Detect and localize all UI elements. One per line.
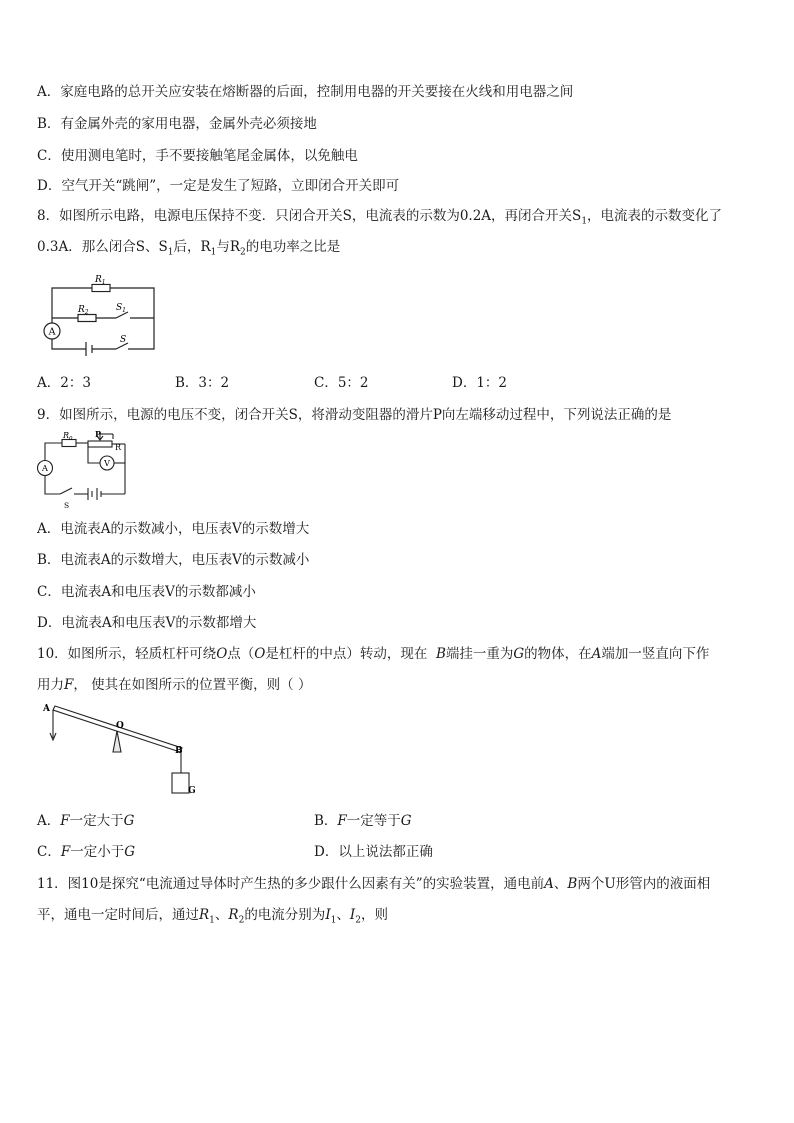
q10-option-c: C．F一定小于G [37, 844, 136, 860]
q10-label-o: O [116, 721, 124, 731]
q8-label-r1: $R_1$ [95, 275, 106, 286]
q8-ammeter-symbol: A [48, 326, 56, 338]
q9-option-c: C．电流表A和电压表V的示数都减小 [37, 584, 256, 600]
q10-option-d: D．以上说法都正确 [314, 844, 433, 860]
q9-voltmeter-symbol: V [104, 459, 110, 468]
q9-label-p: P [95, 429, 102, 439]
q8-option-a: A．2：3 [37, 375, 91, 391]
q7-option-d: D．空气开关“跳闸”，一定是发生了短路，立即闭合开关即可 [37, 178, 400, 194]
q7-option-c: C．使用测电笔时，手不要接触笔尾金属体，以免触电 [37, 148, 358, 164]
q10-option-b: B．F一定等于G [314, 813, 412, 829]
q9-option-d: D．电流表A和电压表V的示数都增大 [37, 615, 257, 631]
q8-option-d: D．1：2 [452, 375, 508, 391]
q8-option-b: B．3：2 [175, 375, 230, 391]
q7-option-a: A．家庭电路的总开关应安装在熔断器的后面，控制用电器的开关要接在火线和用电器之间 [37, 84, 574, 100]
q8-option-c: C．5：2 [314, 375, 369, 391]
q8-circuit-diagram [38, 270, 158, 356]
q10-option-a: A．F一定大于G [37, 813, 135, 829]
q10-lever-diagram [40, 700, 200, 798]
q8-label-r2: $R_2$ [78, 305, 89, 316]
q9-option-a: A．电流表A的示数减小，电压表V的示数增大 [37, 521, 310, 537]
q11-stem-line2: 平，通电一定时间后，通过$R_1$、$R_2$的电流分别为$I_1$、$I_2$，则 [37, 907, 388, 926]
q9-stem: 9．如图所示，电源的电压不变，闭合开关S，将滑动变阻器的滑片P向左端移动过程中，下列说法正确的是 [37, 407, 672, 423]
q9-ammeter-symbol: A [41, 464, 49, 474]
q7-option-b: B．有金属外壳的家用电器，金属外壳必须接地 [37, 116, 317, 132]
q10-label-b: B [175, 746, 183, 756]
q9-label-s: S [64, 501, 70, 510]
q9-label-r: R [115, 443, 122, 452]
q9-circuit-diagram [36, 431, 132, 511]
q8-label-s: S [120, 335, 127, 345]
q10-label-g: G [188, 786, 196, 796]
q8-stem-line1: 8．如图所示电路，电源电压保持不变．只闭合开关S，电流表的示数为0.2A，再闭合开关$S_1$，电流表的示数变化了 [37, 208, 723, 227]
q10-label-a: A [43, 704, 50, 714]
q11-stem-line1: 11．图10是探究“电流通过导体时产生热的多少跟什么因素有关”的实验装置，通电前A、B两个U形管内的液面相 [37, 876, 711, 892]
q10-stem-line1: 10．如图所示，轻质杠杆可绕O点（O是杠杆的中点）转动，现在 B端挂一重为G的物体，在A端加一竖直向下作 [37, 646, 710, 662]
q10-stem-line2: 用力F， 使其在如图所示的位置平衡，则（ ） [37, 677, 312, 693]
q9-option-b: B．电流表A的示数增大，电压表V的示数减小 [37, 552, 310, 568]
q9-label-r0: $R_0$ [63, 431, 73, 442]
q8-stem-line2: 0.3A．那么闭合S、$S_1$后，$R_1$与$R_2$的电功率之比是 [37, 239, 341, 258]
q8-label-s1: $S_1$ [116, 303, 126, 314]
